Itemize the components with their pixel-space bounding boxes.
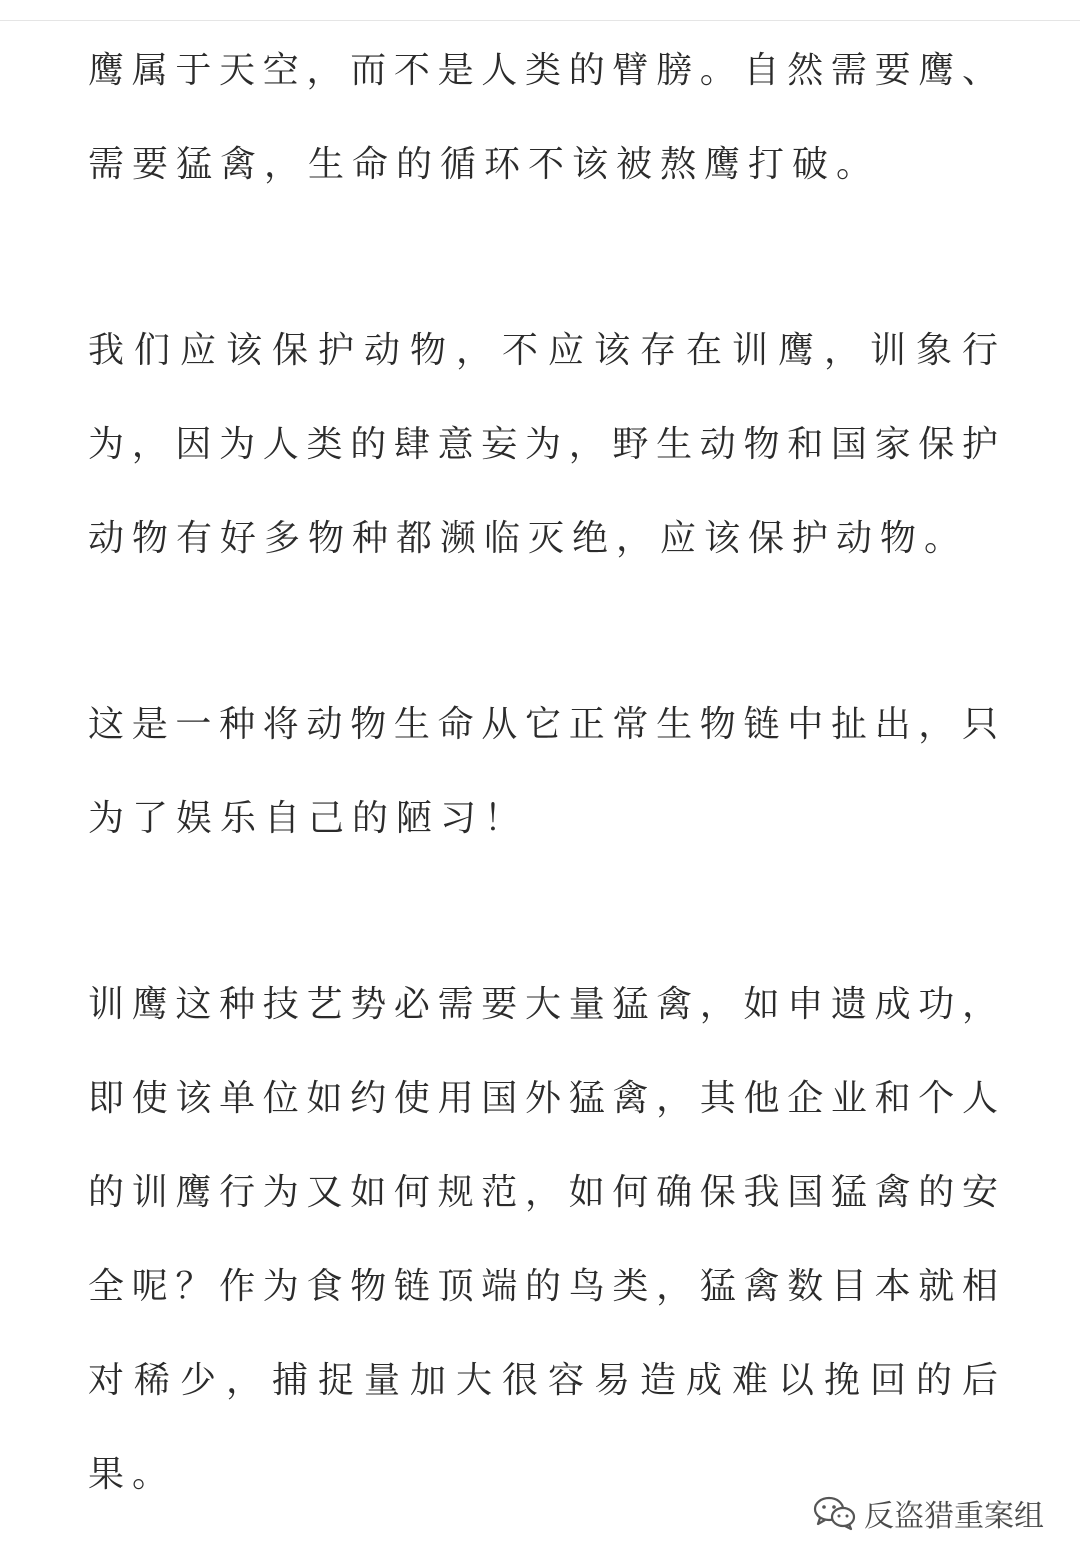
- top-divider: [0, 20, 1080, 21]
- text-line: 动物有好多物种都濒临灭绝，应该保护动物。: [88, 518, 969, 559]
- paragraph: [88, 24, 998, 212]
- text-line: 训鹰这种技艺势必需要大量猛禽，如申遗成功，: [88, 984, 998, 1025]
- paragraph: [88, 304, 998, 586]
- text-line: 全呢？作为食物链顶端的鸟类，猛禽数目本就相: [88, 1266, 998, 1307]
- text-line: 的训鹰行为又如何规范，如何确保我国猛禽的安: [88, 1172, 998, 1213]
- text-line: 我们应该保护动物，不应该存在训鹰，训象行: [88, 330, 998, 371]
- text-line: 为了娱乐自己的陋习！: [88, 798, 529, 839]
- paragraph: [88, 958, 998, 1522]
- text-line: 这是一种将动物生命从它正常生物链中扯出，只: [88, 704, 998, 745]
- text-line: 果。: [88, 1454, 177, 1495]
- text-line: 为，因为人类的肆意妄为，野生动物和国家保护: [88, 424, 998, 465]
- watermark-label: 反盗猎重案组: [864, 1499, 1044, 1534]
- wechat-icon: [812, 1495, 856, 1531]
- paragraph: [88, 678, 998, 866]
- text-line: 需要猛禽，生命的循环不该被熬鹰打破。: [88, 144, 881, 185]
- watermark: [812, 1491, 1044, 1535]
- text-line: 即使该单位如约使用国外猛禽，其他企业和个人: [88, 1078, 998, 1119]
- text-line: 鹰属于天空，而不是人类的臂膀。自然需要鹰、: [88, 50, 998, 91]
- text-line: 对稀少，捕捉量加大很容易造成难以挽回的后: [88, 1360, 998, 1401]
